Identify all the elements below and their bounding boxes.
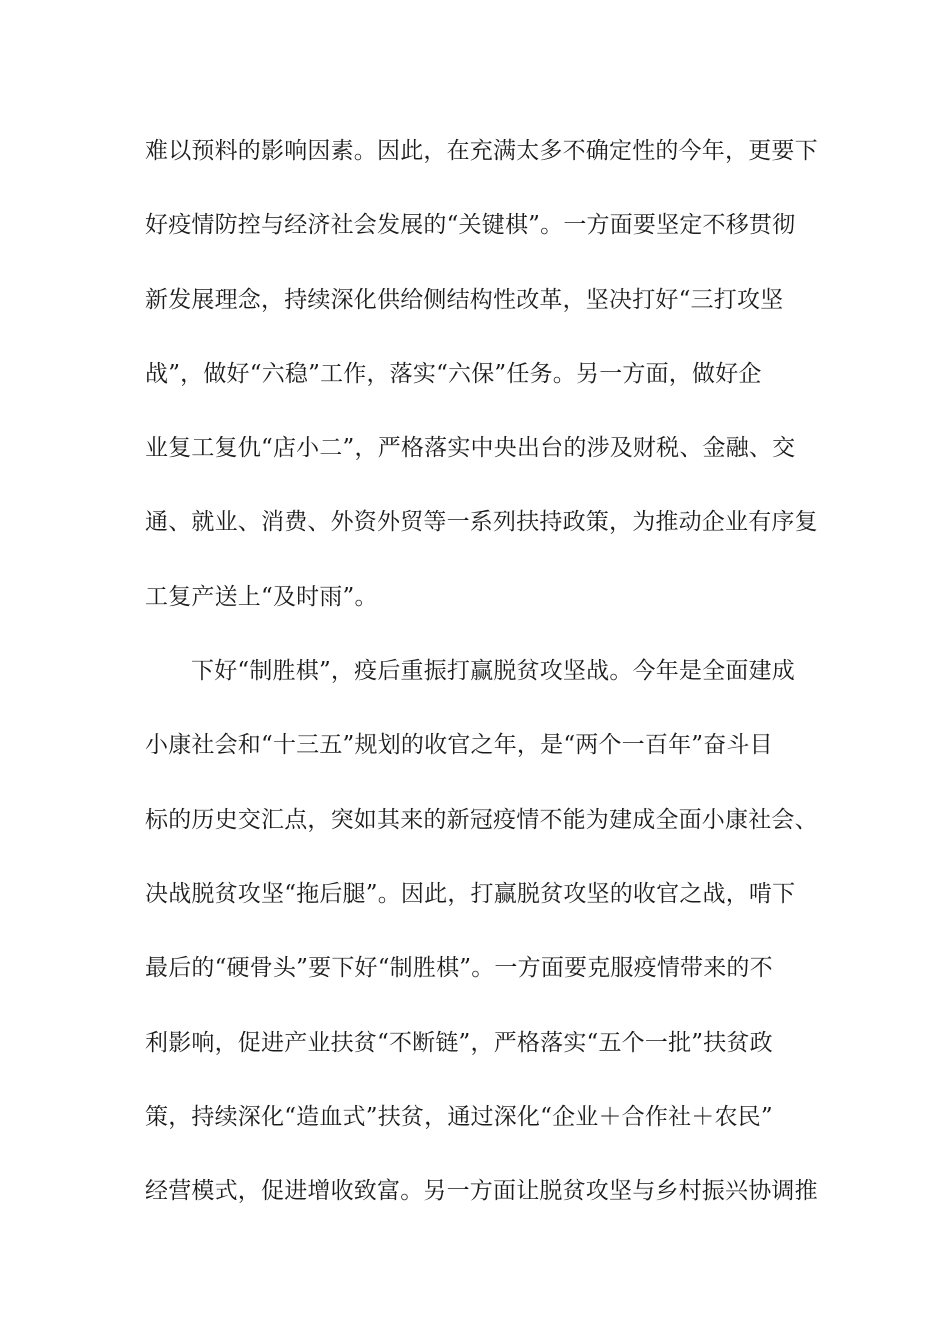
paragraph-first-line: 下好“制胜棋”，疫后重振打赢脱贫攻坚战。今年是全面建成 <box>191 658 795 685</box>
text-line: 业复工复仇“店小二”，严格落实中央出台的涉及财税、金融、交 <box>145 435 796 462</box>
text-line: 战”，做好“六稳”工作，落实“六保”任务。另一方面，做好企 <box>145 360 762 387</box>
text-line: 决战脱贫攻坚“拖后腿”。因此，打赢脱贫攻坚的收官之战，啃下 <box>145 880 796 907</box>
text-line: 难以预料的影响因素。因此，在充满太多不确定性的今年，更要下 <box>145 138 818 164</box>
body-text <box>145 127 818 1241</box>
text-line: 好疫情防控与经济社会发展的“关键棋”。一方面要坚定不移贯彻 <box>145 212 796 239</box>
text-line: 新发展理念，持续深化供给侧结构性改革，坚决打好“三打攻坚 <box>145 286 784 313</box>
text-line: 最后的“硬骨头”要下好“制胜棋”。一方面要克服疫情带来的不 <box>145 955 773 982</box>
text-line: 策，持续深化“造血式”扶贫，通过深化“企业＋合作社＋农民” <box>145 1103 773 1130</box>
text-line: 小康社会和“十三五”规划的收官之年，是“两个一百年”奋斗目 <box>145 732 773 759</box>
text-line: 利影响，促进产业扶贫“不断链”，严格落实“五个一批”扶贫政 <box>145 1029 773 1056</box>
text-line: 经营模式，促进增收致富。另一方面让脱贫攻坚与乡村振兴协调推 <box>145 1178 818 1205</box>
text-line: 通、就业、消费、外资外贸等一系列扶持政策，为推动企业有序复 <box>145 509 818 536</box>
text-line: 标的历史交汇点，突如其来的新冠疫情不能为建成全面小康社会、 <box>145 806 818 833</box>
text-line: 工复产送上“及时雨”。 <box>145 583 378 610</box>
